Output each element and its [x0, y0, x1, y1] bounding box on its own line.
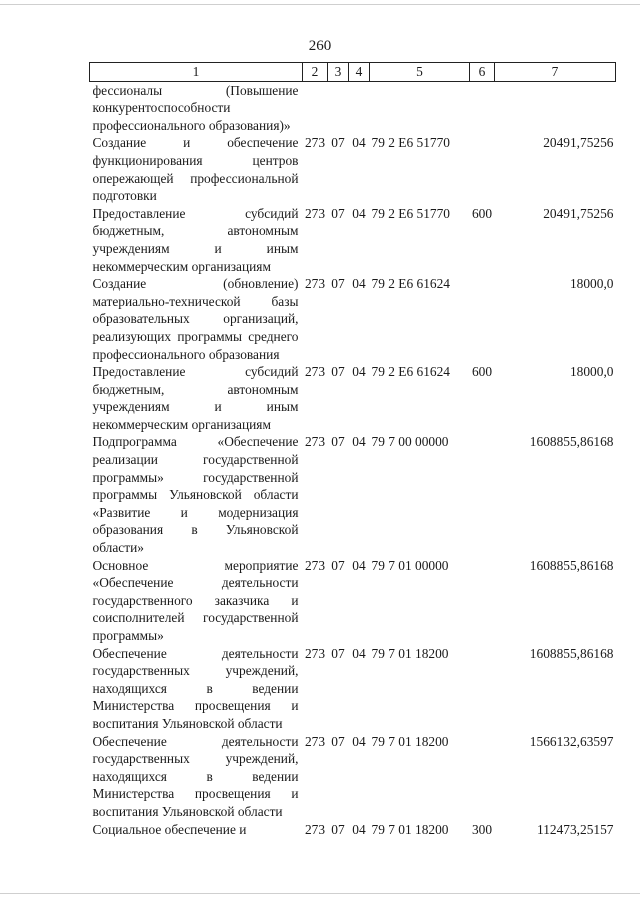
- row-ministry-code: [303, 81, 328, 134]
- row-name: Предоставление субсидий бюджетным, автономным учреждениям и иным некоммерческим организациям: [92, 364, 299, 432]
- row-subsection: 04: [352, 557, 366, 573]
- row-amount: 20491,75256: [543, 205, 614, 221]
- row-name: Предоставление субсидий бюджетным, автономным учреждениям и иным некоммерческим организациям: [92, 205, 299, 274]
- row-ministry-code: 273: [304, 364, 326, 380]
- row-target-article: 79 2 Е6 61624: [371, 276, 450, 292]
- row-amount: 1608855,86168: [529, 434, 614, 450]
- row-subsection: [349, 81, 370, 134]
- row-ministry-code: 273: [304, 733, 326, 749]
- table-row: [90, 134, 616, 204]
- table-row: [90, 363, 616, 433]
- row-section: 07: [331, 276, 345, 292]
- row-section: [328, 81, 349, 134]
- table-row: [90, 645, 616, 733]
- row-target-article: 79 7 01 00000: [371, 557, 449, 573]
- row-subsection: 04: [352, 276, 366, 292]
- row-name: Основное мероприятие «Обеспечение деятельности государственного заказчика и соисполнителей государственной программы»: [92, 557, 299, 643]
- row-target-article: 79 7 00 00000: [371, 434, 449, 450]
- row-amount: 18000,0: [569, 276, 614, 292]
- row-expense-type: 600: [471, 364, 493, 380]
- row-ministry-code: 273: [304, 557, 326, 573]
- table-row: [90, 821, 616, 839]
- row-amount: 1608855,86168: [529, 645, 614, 661]
- row-name: Обеспечение деятельности государственных учреждений, находящихся в ведении Министерства просвещения и воспитания Ульяновской области: [92, 645, 299, 731]
- row-target-article: 79 7 01 18200: [371, 645, 449, 661]
- row-amount: 18000,0: [569, 364, 614, 380]
- row-name: Подпрограмма «Обеспечение реализации государственной программы» государственной программы Ульяновской области «Развитие и модернизация образования в Ульяновской области»: [92, 434, 299, 556]
- row-subsection: 04: [352, 645, 366, 661]
- table-row: [90, 733, 616, 821]
- row-name: Социальное обеспечение и: [92, 821, 247, 837]
- header-col-2: 2: [303, 63, 328, 82]
- page-number: 260: [308, 38, 332, 54]
- header-col-4: 4: [349, 63, 370, 82]
- row-section: 07: [331, 434, 345, 450]
- row-target-article: 79 2 Е6 51770: [371, 205, 450, 221]
- header-col-5: 5: [370, 63, 470, 82]
- row-amount: 20491,75256: [543, 135, 614, 151]
- row-target-article: 79 7 01 18200: [371, 733, 449, 749]
- row-expense-type: [470, 733, 495, 821]
- row-target-article: [370, 81, 470, 134]
- row-subsection: 04: [352, 205, 366, 221]
- row-expense-type: 600: [471, 205, 493, 221]
- budget-table: [89, 62, 616, 838]
- row-expense-type: [470, 134, 495, 204]
- row-name: Обеспечение деятельности государственных учреждений, находящихся в ведении Министерства просвещения и воспитания Ульяновской области: [92, 733, 299, 819]
- header-col-3: 3: [328, 63, 349, 82]
- row-ministry-code: 273: [304, 276, 326, 292]
- row-amount: 1608855,86168: [529, 557, 614, 573]
- row-ministry-code: 273: [304, 135, 326, 151]
- row-subsection: 04: [352, 733, 366, 749]
- table-row: [90, 433, 616, 556]
- row-target-article: 79 2 Е6 51770: [371, 135, 450, 151]
- row-expense-type: [470, 645, 495, 733]
- table-row: [90, 275, 616, 363]
- row-amount: 112473,25157: [537, 821, 614, 837]
- table-row: [90, 81, 616, 134]
- row-ministry-code: 273: [304, 645, 326, 661]
- header-row: [90, 63, 616, 82]
- row-section: 07: [331, 364, 345, 380]
- row-section: 07: [331, 645, 345, 661]
- table-row: [90, 205, 616, 275]
- header-col-1: 1: [90, 63, 303, 82]
- row-subsection: 04: [352, 135, 366, 151]
- row-section: 07: [331, 821, 345, 837]
- scan-artifact-line: [0, 893, 640, 894]
- header-col-6: 6: [470, 63, 495, 82]
- scan-artifact-line: [0, 4, 640, 5]
- row-amount: [495, 81, 616, 134]
- row-target-article: 79 7 01 18200: [371, 821, 449, 837]
- row-subsection: 04: [352, 434, 366, 450]
- row-expense-type: [470, 557, 495, 645]
- row-amount: 1566132,63597: [529, 733, 614, 749]
- row-name: Создание (обновление) материально-технической базы образовательных организаций, реализующих программы среднего профессионального образования: [92, 276, 299, 362]
- row-subsection: 04: [352, 364, 366, 380]
- row-ministry-code: 273: [304, 821, 326, 837]
- row-name: фессионалы (Повышение конкурентоспособности профессионального образования)»: [92, 82, 299, 133]
- row-subsection: 04: [352, 821, 366, 837]
- row-ministry-code: 273: [304, 434, 326, 450]
- row-expense-type: [470, 81, 495, 134]
- header-col-7: 7: [495, 63, 616, 82]
- row-section: 07: [331, 557, 345, 573]
- row-section: 07: [331, 733, 345, 749]
- row-expense-type: 300: [471, 821, 493, 837]
- table-row: [90, 557, 616, 645]
- row-section: 07: [331, 205, 345, 221]
- row-expense-type: [470, 275, 495, 363]
- row-ministry-code: 273: [304, 205, 326, 221]
- row-name: Создание и обеспечение функционирования центров опережающей профессиональной подготовки: [92, 135, 299, 204]
- row-target-article: 79 2 Е6 61624: [371, 364, 450, 380]
- row-expense-type: [470, 433, 495, 556]
- row-section: 07: [331, 135, 345, 151]
